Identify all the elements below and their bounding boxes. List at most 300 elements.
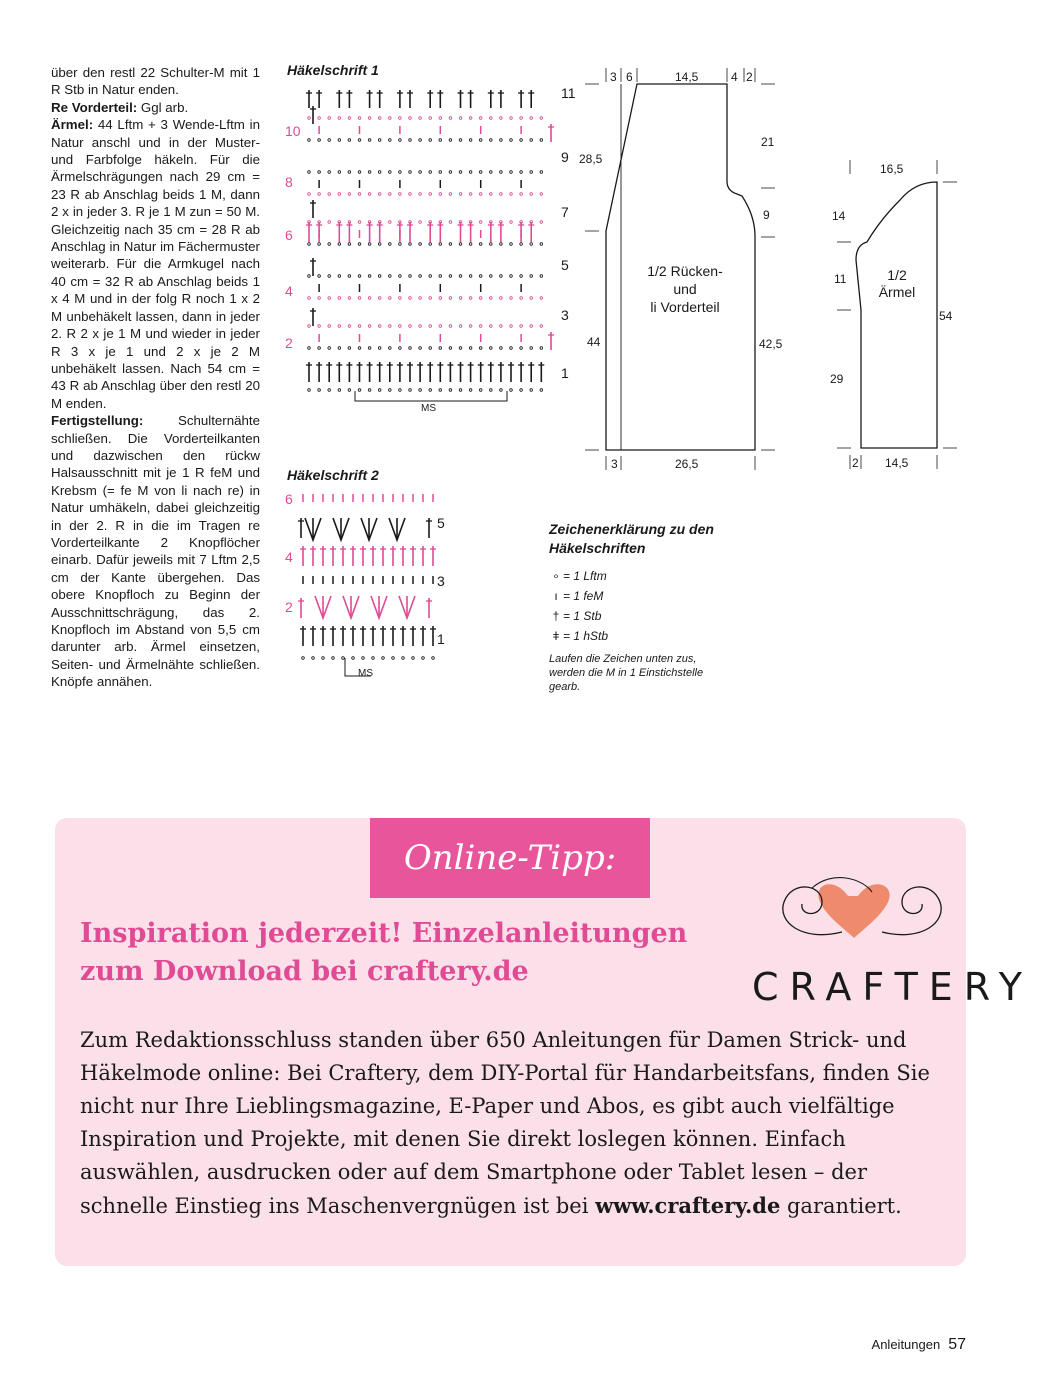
row-number: 5	[561, 257, 569, 273]
chain-mark	[378, 193, 381, 196]
row-number: 2	[285, 599, 293, 615]
body-schematic	[579, 66, 785, 486]
chain-mark	[469, 193, 472, 196]
chain-mark	[368, 347, 371, 350]
chain-mark	[348, 325, 351, 328]
sleeve-schematic	[825, 160, 965, 480]
chain-mark	[540, 193, 543, 196]
row-number: 6	[285, 491, 293, 507]
chain-mark	[402, 657, 405, 660]
chain-mark	[368, 117, 371, 120]
chain-mark	[409, 243, 412, 246]
legend-title: Zeichenerklärung zu den Häkelschriften	[549, 521, 714, 556]
chain-mark	[399, 193, 402, 196]
chain-mark	[328, 297, 331, 300]
dim-top: 14,5	[675, 70, 699, 84]
chain-mark	[500, 297, 503, 300]
row-number: 3	[437, 573, 445, 589]
chain-mark	[429, 171, 432, 174]
chain-mark	[308, 389, 311, 392]
legend-item	[549, 606, 719, 626]
legend-text: = 1 feM	[563, 589, 604, 603]
chain-mark	[490, 193, 493, 196]
chain-mark	[362, 657, 365, 660]
chain-mark	[520, 347, 523, 350]
chain-mark	[510, 171, 513, 174]
chain-mark	[308, 325, 311, 328]
chain-mark	[510, 275, 513, 278]
chain-mark	[439, 389, 442, 392]
chain-mark	[520, 171, 523, 174]
chain-mark	[459, 297, 462, 300]
chain-mark	[308, 297, 311, 300]
chain-mark	[328, 117, 331, 120]
legend-text: = 1 Lftm	[563, 569, 607, 583]
chain-mark	[500, 171, 503, 174]
dim-bottom: 3	[611, 457, 618, 471]
chain-mark	[540, 325, 543, 328]
chain-mark	[358, 117, 361, 120]
chain-mark	[348, 275, 351, 278]
chain-mark	[409, 347, 412, 350]
chain-mark	[328, 325, 331, 328]
row-number: 4	[285, 549, 293, 565]
chain-mark	[378, 325, 381, 328]
chain-mark	[399, 347, 402, 350]
chain-mark	[530, 193, 533, 196]
chain-mark	[490, 117, 493, 120]
chain-mark	[342, 657, 345, 660]
chain-mark	[419, 389, 422, 392]
single-crochet-icon: ı	[554, 589, 558, 603]
chain-mark	[490, 171, 493, 174]
dim-left: 44	[587, 335, 601, 349]
instructions-column	[51, 64, 260, 691]
chain-mark	[479, 171, 482, 174]
chain-mark	[338, 243, 341, 246]
chain-mark	[368, 171, 371, 174]
chain-mark	[530, 171, 533, 174]
chain-mark	[378, 389, 381, 392]
chain-mark	[540, 171, 543, 174]
chain-mark	[540, 297, 543, 300]
chain-mark	[389, 139, 392, 142]
chain-mark	[439, 297, 442, 300]
chain-mark	[510, 325, 513, 328]
chain-mark	[399, 139, 402, 142]
chain-mark	[358, 139, 361, 142]
chain-mark	[328, 275, 331, 278]
chain-mark	[510, 193, 513, 196]
dim-top: 3	[610, 70, 617, 84]
chain-mark	[389, 117, 392, 120]
chain-mark	[469, 347, 472, 350]
chain-mark	[328, 347, 331, 350]
chain-mark	[479, 221, 482, 224]
chain-mark	[500, 139, 503, 142]
chain-mark	[389, 243, 392, 246]
ms-label: MS	[421, 403, 436, 414]
chain-mark	[368, 243, 371, 246]
chain-mark	[419, 347, 422, 350]
chain-mark	[338, 347, 341, 350]
chain-mark	[409, 389, 412, 392]
section-label: Re Vorderteil:	[51, 99, 138, 115]
chain-mark	[439, 243, 442, 246]
chain-mark	[348, 297, 351, 300]
craftery-link[interactable]: www.craftery.de	[595, 1193, 781, 1218]
chain-mark	[399, 171, 402, 174]
chain-mark	[308, 275, 311, 278]
piece-label: 1/2 Rücken-	[647, 263, 723, 279]
chain-mark	[449, 389, 452, 392]
row-number: 6	[285, 227, 293, 243]
chain-mark	[419, 117, 422, 120]
chain-mark	[348, 347, 351, 350]
chain-mark	[358, 221, 361, 224]
legend-note: Laufen die Zeichen unten zus, werden die M in 1 Einstichstelle gearb.	[549, 653, 704, 693]
chain-mark	[429, 193, 432, 196]
chain-mark	[449, 221, 452, 224]
sleeve-dim-right: 54	[939, 309, 953, 323]
chain-mark	[409, 139, 412, 142]
sleeve-dim-top: 16,5	[880, 162, 904, 176]
sleeve-label: 1/2	[887, 267, 907, 283]
chain-mark	[389, 193, 392, 196]
double-crochet-icon: †	[552, 609, 560, 623]
instruction-paragraph: über den restl 22 Schulter-M mit 1 R Stb in Natur enden.	[51, 65, 260, 98]
dim-top: 6	[626, 70, 633, 84]
chain-mark	[530, 117, 533, 120]
chain-mark	[429, 275, 432, 278]
chain-mark	[419, 221, 422, 224]
craftery-logo-text: CRAFTERY	[752, 965, 1033, 1009]
chain-mark	[510, 297, 513, 300]
page-number: 57	[948, 1336, 966, 1353]
chain-mark	[429, 297, 432, 300]
chain-mark	[318, 275, 321, 278]
chain-mark	[308, 117, 311, 120]
chain-mark	[332, 657, 335, 660]
chain-mark	[479, 117, 482, 120]
chain-mark	[520, 325, 523, 328]
row-number: 8	[285, 174, 293, 190]
chain-mark	[520, 389, 523, 392]
row-number: 11	[561, 85, 576, 101]
chain-mark	[389, 297, 392, 300]
chain-mark	[459, 275, 462, 278]
chain-mark	[302, 657, 305, 660]
chain-mark	[409, 117, 412, 120]
sleeve-dim-bottom: 2	[852, 456, 859, 470]
chain-mark	[358, 389, 361, 392]
dim-right: 42,5	[759, 337, 783, 351]
chain-mark	[338, 325, 341, 328]
chain-mark	[449, 117, 452, 120]
chain-mark	[469, 171, 472, 174]
chain-mark	[530, 325, 533, 328]
chain-mark	[540, 243, 543, 246]
chain-mark	[479, 389, 482, 392]
chain-mark	[308, 139, 311, 142]
tip-headline-line: zum Download bei craftery.de	[80, 956, 529, 987]
chain-mark	[429, 325, 432, 328]
tip-headline-line: Inspiration jederzeit! Einzelanleitungen	[80, 918, 688, 949]
chain-mark	[439, 193, 442, 196]
chain-mark	[459, 325, 462, 328]
chain-mark	[358, 171, 361, 174]
sleeve-label: Ärmel	[878, 284, 916, 300]
legend-item	[549, 566, 719, 586]
chart-legend	[549, 520, 719, 694]
dim-right: 9	[763, 208, 770, 222]
chain-mark	[432, 657, 435, 660]
chain-mark	[328, 139, 331, 142]
chain-mark	[500, 325, 503, 328]
chain-mark	[338, 389, 341, 392]
chain-mark	[500, 243, 503, 246]
chain-mark	[328, 389, 331, 392]
sleeve-dim-bottom: 14,5	[885, 456, 909, 470]
chain-mark	[429, 139, 432, 142]
chain-mark	[520, 117, 523, 120]
chain-mark	[378, 347, 381, 350]
row-number: 9	[561, 149, 569, 165]
chain-mark	[352, 657, 355, 660]
chain-mark	[358, 193, 361, 196]
chain-mark	[459, 347, 462, 350]
dim-left: 28,5	[579, 152, 603, 166]
section-text: Ggl arb.	[137, 99, 189, 115]
chain-mark	[308, 347, 311, 350]
sleeve-dim-left: 11	[834, 272, 847, 286]
online-tip-banner: Online-Tipp:	[370, 818, 650, 898]
chain-mark	[378, 117, 381, 120]
instruction-paragraph	[51, 99, 260, 116]
chain-mark	[308, 243, 311, 246]
section-text: Schulternähte schließen. Die Vorderteilkanten und dazwischen den rückw Halsausschnitt mit je 1 R feM und Krebsm (= fe M von li nach re) in Natur umhäkeln, dabei gleichzeitig in der 2. R in die im Tragen re Vorderteilkante 2 Knopflöcher einarb. Dafür jeweils mit 7 Lftm 2,5 cm der Kante übergehen. Das obere Knopfloch zu Beginn der Ausschnittschrägung, das 2. Knopfloch im Abstand von 5,5 cm darunter arb. Ärmel einsetzen, Seiten- und Ärmelnähte schließen. Knöpfe annähen.	[51, 413, 260, 690]
chain-mark	[479, 297, 482, 300]
chain-mark	[530, 243, 533, 246]
chain-mark	[389, 389, 392, 392]
chain-mark	[372, 657, 375, 660]
row-number: 1	[561, 365, 569, 381]
chain-mark	[318, 117, 321, 120]
chain-mark	[429, 389, 432, 392]
chain-mark	[479, 347, 482, 350]
chain-mark	[429, 243, 432, 246]
chain-mark	[368, 297, 371, 300]
chain-mark	[338, 275, 341, 278]
chain-mark	[510, 243, 513, 246]
chain-mark	[389, 171, 392, 174]
chain-mark	[318, 297, 321, 300]
chain-mark	[439, 171, 442, 174]
chain-mark	[530, 297, 533, 300]
chain-mark	[399, 297, 402, 300]
chain-mark	[399, 243, 402, 246]
chain-mark	[490, 389, 493, 392]
chain-mark	[479, 325, 482, 328]
chain-mark	[449, 193, 452, 196]
sleeve-dim-left: 29	[830, 372, 844, 386]
chain-mark	[322, 657, 325, 660]
chain-mark	[378, 275, 381, 278]
chain-mark	[459, 171, 462, 174]
chain-mark	[500, 389, 503, 392]
chain-mark	[540, 275, 543, 278]
chain-mark	[308, 193, 311, 196]
row-number: 7	[561, 204, 569, 220]
chain-mark	[328, 221, 331, 224]
instruction-paragraph	[51, 412, 260, 691]
chain-mark	[409, 193, 412, 196]
legend-item	[549, 586, 719, 606]
chain-mark	[348, 171, 351, 174]
chain-icon: ∘	[552, 569, 560, 583]
chain-mark	[348, 243, 351, 246]
chain-mark	[409, 171, 412, 174]
chain-mark	[368, 275, 371, 278]
chain-mark	[399, 389, 402, 392]
chain-mark	[308, 171, 311, 174]
chain-mark	[510, 117, 513, 120]
chain-mark	[459, 389, 462, 392]
dim-top: 4	[731, 70, 738, 84]
chain-mark	[409, 297, 412, 300]
chain-mark	[318, 139, 321, 142]
chain-mark	[459, 193, 462, 196]
chain-mark	[318, 347, 321, 350]
chain-mark	[439, 347, 442, 350]
chain-mark	[449, 297, 452, 300]
chain-mark	[469, 243, 472, 246]
chain-mark	[510, 139, 513, 142]
chain-mark	[368, 139, 371, 142]
chain-mark	[358, 275, 361, 278]
chain-mark	[500, 193, 503, 196]
chain-mark	[540, 117, 543, 120]
chain-mark	[409, 325, 412, 328]
chain-mark	[520, 243, 523, 246]
chain-mark	[439, 275, 442, 278]
chain-mark	[449, 347, 452, 350]
chain-mark	[358, 325, 361, 328]
chain-mark	[490, 325, 493, 328]
chain-mark	[338, 139, 341, 142]
chain-mark	[318, 171, 321, 174]
chain-mark	[449, 171, 452, 174]
chain-mark	[378, 139, 381, 142]
legend-text: = 1 Stb	[563, 609, 602, 623]
chain-mark	[328, 171, 331, 174]
chain-mark	[490, 139, 493, 142]
chain-mark	[469, 297, 472, 300]
half-double-crochet-icon: ǂ	[552, 629, 560, 643]
chain-mark	[530, 389, 533, 392]
chain-mark	[378, 297, 381, 300]
chain-mark	[389, 275, 392, 278]
instruction-paragraph	[51, 116, 260, 412]
chain-mark	[348, 389, 351, 392]
chain-mark	[540, 389, 543, 392]
chain-mark	[469, 325, 472, 328]
chain-mark	[540, 221, 543, 224]
chain-mark	[328, 193, 331, 196]
chain-mark	[479, 243, 482, 246]
chain-mark	[419, 275, 422, 278]
chain-mark	[500, 275, 503, 278]
chain-mark	[520, 275, 523, 278]
chain-mark	[419, 139, 422, 142]
chain-mark	[439, 139, 442, 142]
chain-mark	[490, 347, 493, 350]
dim-right: 21	[761, 135, 775, 149]
row-number: 3	[561, 307, 569, 323]
chain-mark	[469, 275, 472, 278]
chain-mark	[449, 275, 452, 278]
chain-mark	[348, 117, 351, 120]
chain-mark	[429, 117, 432, 120]
chain-mark	[530, 275, 533, 278]
chain-mark	[490, 243, 493, 246]
chain-mark	[358, 297, 361, 300]
chain-mark	[540, 139, 543, 142]
piece-label: und	[673, 281, 697, 297]
chain-mark	[389, 347, 392, 350]
chain-mark	[419, 193, 422, 196]
chain-mark	[412, 657, 415, 660]
chain-mark	[392, 657, 395, 660]
sleeve-dim-left: 14	[832, 209, 846, 223]
chain-mark	[510, 389, 513, 392]
chain-mark	[358, 243, 361, 246]
chain-mark	[520, 297, 523, 300]
tip-body-text: Zum Redaktionsschluss standen über 650 Anleitungen für Damen Strick- und Häkelmode online: Bei Craftery, dem DIY-Portal für Handarbeitsfans, finden Sie nicht nur Ihre Lieblingsmagazine, E-Paper und Abos, es gibt auch vielfältige Inspiration und Projekte, mit denen Sie direkt loslegen können. Einfach auswählen, ausdrucken oder auf dem Smartphone oder Tablet lesen – der schnelle Einstieg ins Maschenvergnügen ist bei	[80, 1028, 930, 1218]
chain-mark	[318, 243, 321, 246]
chart1-title: Häkelschrift 1	[287, 62, 379, 78]
dim-top: 2	[746, 70, 753, 84]
chain-mark	[469, 389, 472, 392]
piece-label: li Vorderteil	[650, 299, 720, 315]
chain-mark	[510, 221, 513, 224]
chain-mark	[399, 117, 402, 120]
chain-mark	[459, 117, 462, 120]
chain-mark	[540, 347, 543, 350]
chain-mark	[520, 139, 523, 142]
chain-mark	[378, 171, 381, 174]
chain-mark	[479, 193, 482, 196]
chain-mark	[409, 275, 412, 278]
chain-mark	[338, 171, 341, 174]
chain-mark	[338, 117, 341, 120]
chain-mark	[348, 193, 351, 196]
chain-mark	[449, 243, 452, 246]
chain-mark	[449, 139, 452, 142]
legend-item	[549, 626, 719, 646]
tip-headline	[80, 915, 780, 991]
row-number: 10	[285, 123, 301, 139]
section-text: 44 Lftm + 3 Wende-Lftm in Natur anschl und in der Muster- und Farbfolge häkeln. Für die Ärmelschrägungen nach 29 cm = 23 R ab Anschlag beids 1 M, dann 2 x in jeder 3. R je 1 M zun = 50 M. Gleichzeitig nach 35 cm = 28 R ab Anschlag in Natur im Fächermuster weiterarb. Für die Armkugel nach 40 cm = 32 R ab Anschlag beids 1 x 4 M und in der folg R noch 1 x 2 M unbehäkelt lassen, dann in jeder 2. R 2 x je 1 M und wieder in jeder R 3 x je 1 und 2 x je 2 M unbehäkelt lassen. Nach 54 cm = 43 R ab Anschlag über den restl 20 M enden.	[51, 117, 260, 411]
chain-mark	[419, 171, 422, 174]
chain-mark	[429, 347, 432, 350]
chain-mark	[338, 193, 341, 196]
chain-mark	[328, 243, 331, 246]
chain-mark	[439, 117, 442, 120]
chain-mark	[419, 243, 422, 246]
chain-mark	[459, 243, 462, 246]
chain-mark	[500, 347, 503, 350]
